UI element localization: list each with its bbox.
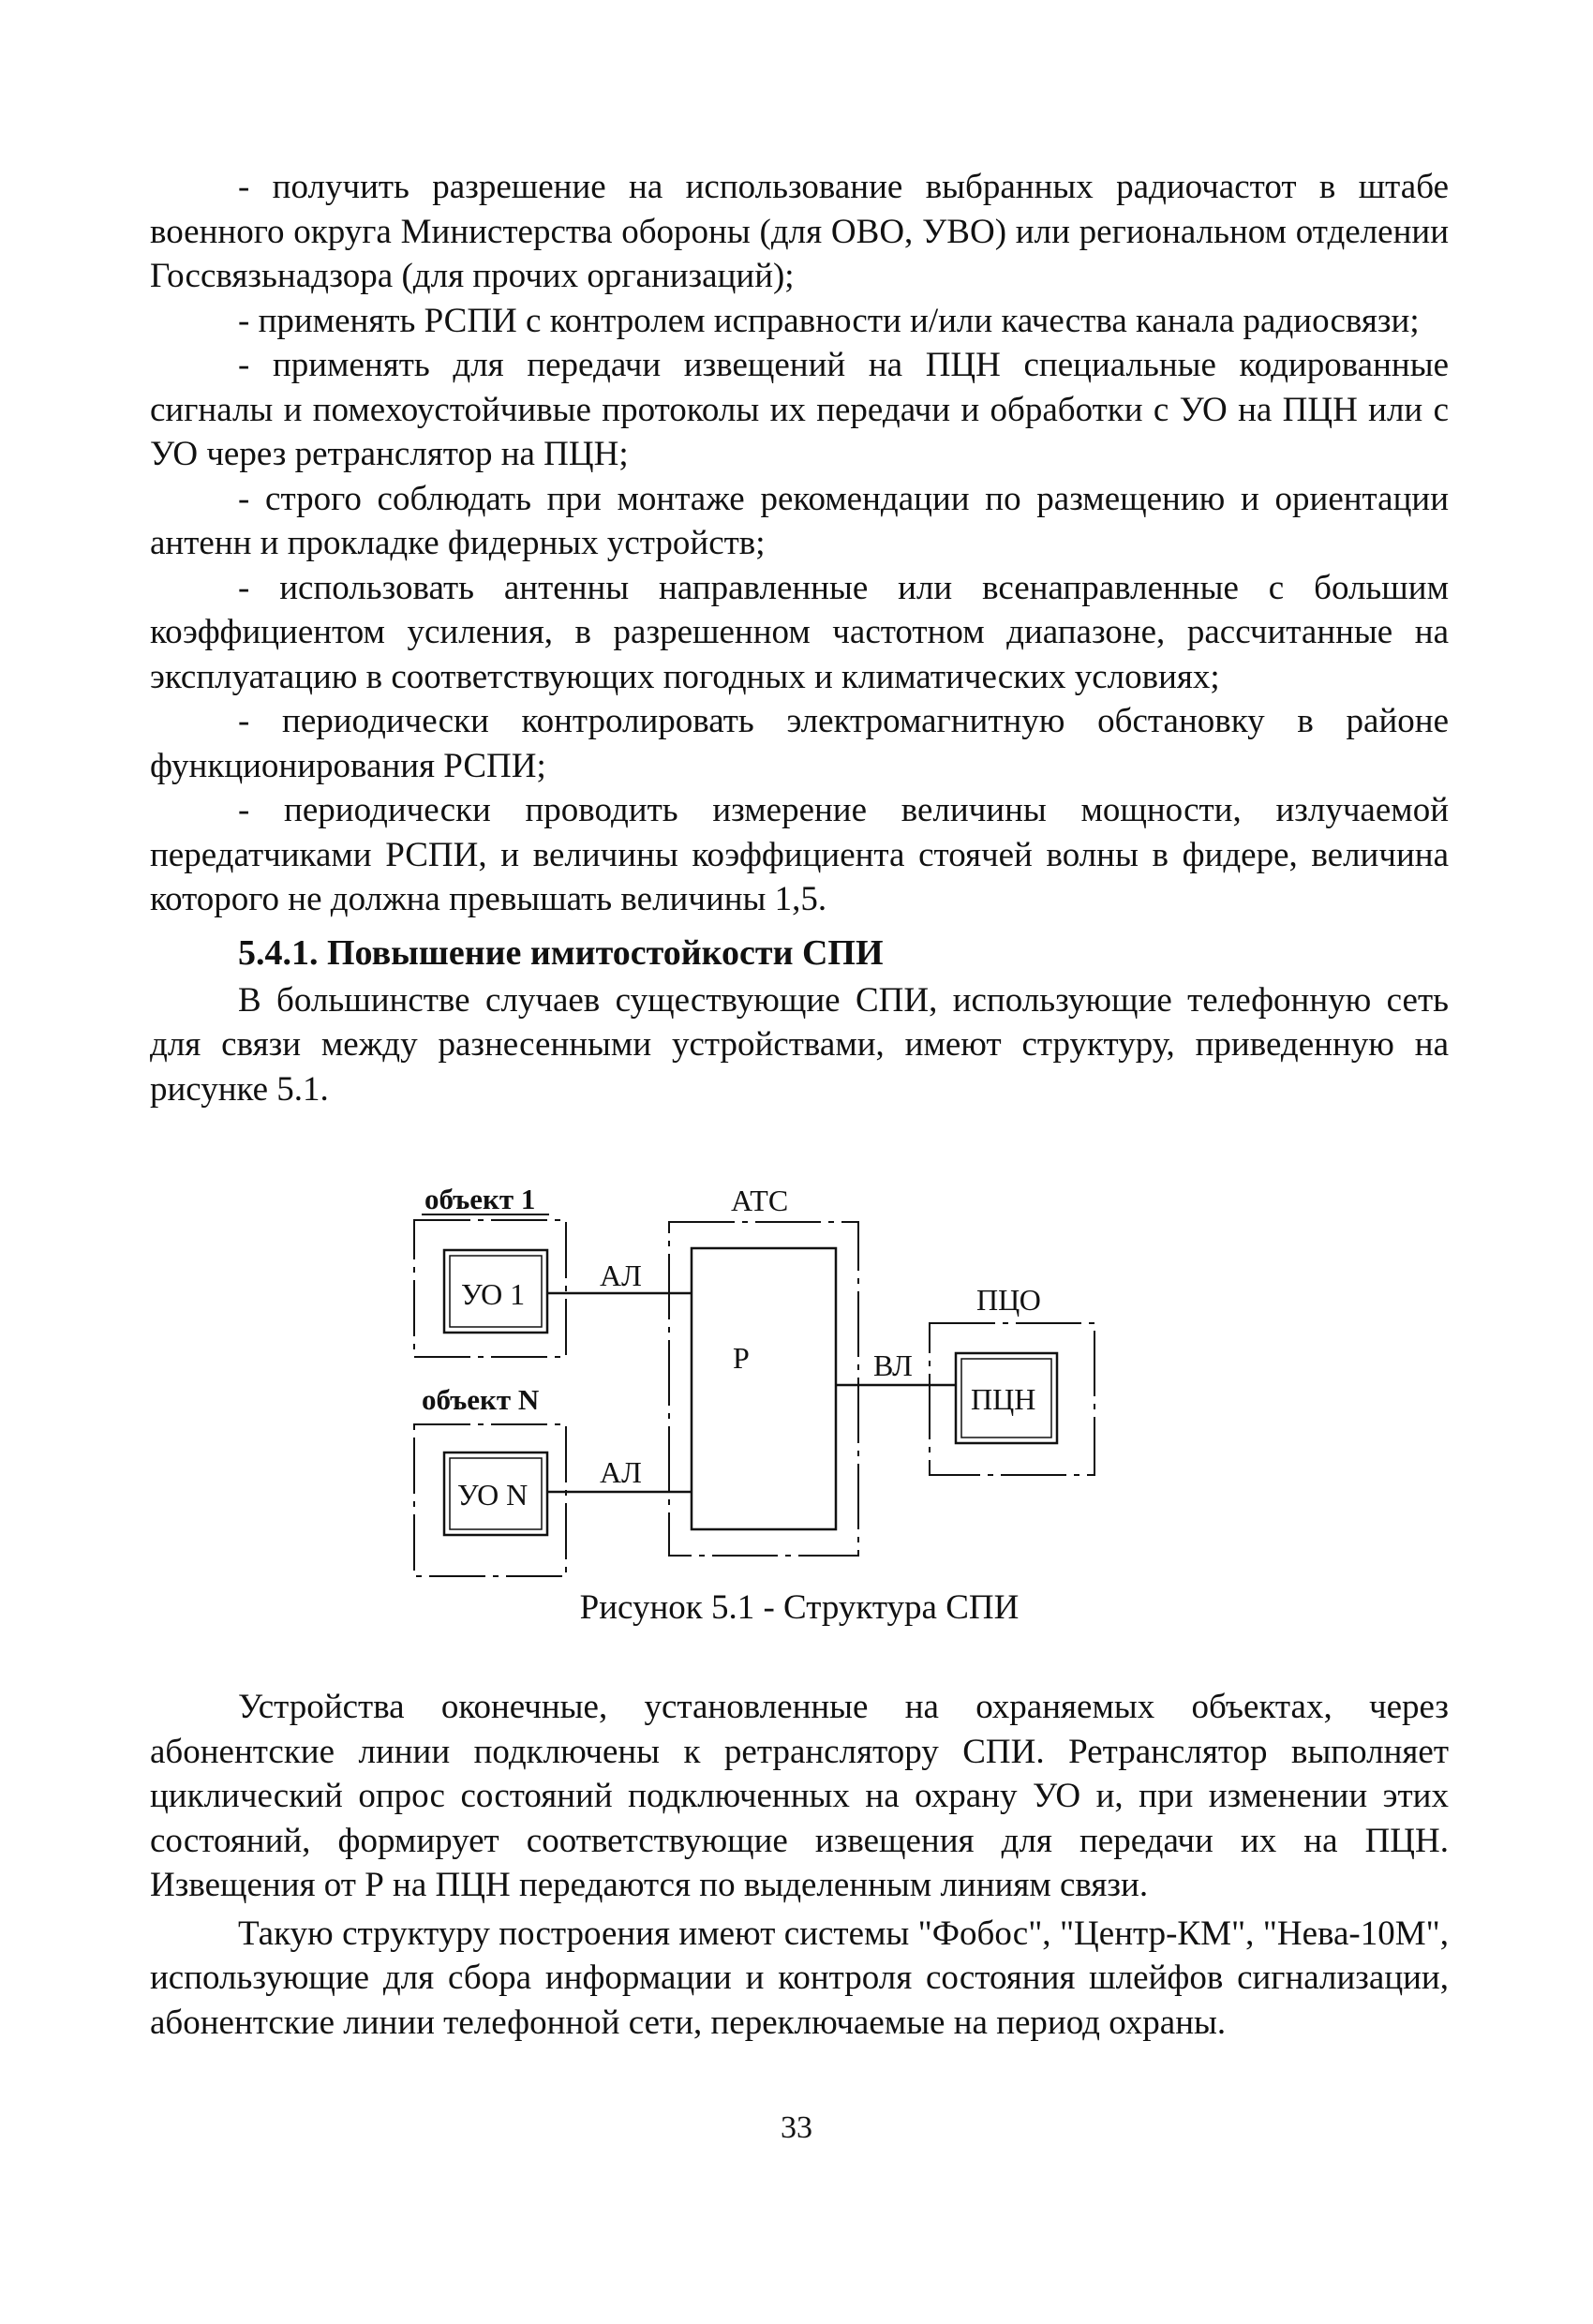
object-1-label: объект 1 — [424, 1183, 536, 1215]
ats-label: АТС — [731, 1184, 789, 1217]
ats-frame — [669, 1222, 858, 1556]
list-item: - периодически контролировать электромагнитную обстановку в районе функционирования РСПИ; — [150, 702, 1449, 785]
list-item: - применять для передачи извещений на ПЦН специальные кодированные сигналы и помехоустойчивые протоколы их передачи и обработки с УО на ПЦН или с УО через ретранслятор на ПЦН; — [150, 346, 1449, 473]
list-item: - использовать антенны направленные или всенаправленные с большим коэффициентом усиления, в разрешенном частотном диапазоне, рассчитанные на эксплуатацию в соответствующих погодных и климатических условиях; — [150, 568, 1449, 696]
bottom-text — [150, 1685, 1449, 2045]
al-label-2: АЛ — [600, 1455, 642, 1489]
vl-label: ВЛ — [873, 1348, 913, 1382]
intro-paragraph: В большинстве случаев существующие СПИ, использующие телефонную сеть для связи между разнесенными устройствами, имеют структуру, приведенную на рисунке 5.1. — [150, 980, 1449, 1109]
r-box — [692, 1248, 836, 1529]
list-item: - строго соблюдать при монтаже рекомендации по размещению и ориентации антенн и прокладке фидерных устройств; — [150, 479, 1449, 562]
pco-label: ПЦО — [976, 1283, 1041, 1317]
al-label-1: АЛ — [600, 1259, 642, 1292]
r-label: Р — [733, 1341, 750, 1375]
uo1-label: УО 1 — [461, 1277, 526, 1311]
figure-caption: Рисунок 5.1 - Структура СПИ — [579, 1588, 1020, 1627]
page-number: 33 — [781, 2110, 812, 2145]
section-heading: 5.4.1. Повышение имитостойкости СПИ — [238, 932, 884, 973]
list-item: - получить разрешение на использование выбранных радиочастот в штабе военного округа Министерства обороны (для ОВО, УВО) или региональном отделении Госсвязьнадзора (для прочих организаций); — [150, 168, 1449, 295]
object-n-label: объект N — [422, 1383, 540, 1416]
body-paragraph: Устройства оконечные, установленные на охраняемых объектах, через абонентские линии подключены к ретранслятору СПИ. Ретранслятор выполняет циклический опрос состояний подключенных на охрану УО и, при изменении этих состояний, формирует соответствующие извещения для передачи их на ПЦН. Извещения от Р на ПЦН передаются по выделенным линиям связи. — [150, 1688, 1449, 1904]
top-text — [150, 165, 1449, 1111]
list-item: - периодически проводить измерение величины мощности, излучаемой передатчиками РСПИ, и величины коэффициента стоячей волны в фидере, величина которого не должна превышать величины 1,5. — [150, 791, 1449, 918]
list-item: - применять РСПИ с контролем исправности и/или качества канала радиосвязи; — [238, 301, 1420, 340]
figure-structure-diagram — [394, 1173, 1106, 1586]
structure-diagram — [394, 1173, 1106, 1586]
uon-label: УО N — [457, 1478, 529, 1512]
body-paragraph: Такую структуру построения имеют системы "Фобос", "Центр-КМ", "Нева-10М", использующие для сбора информации и контроля состояния шлейфов сигнализации, абонентские линии телефонной сети, переключаемые на период охраны. — [150, 1914, 1449, 2042]
pcn-label: ПЦН — [971, 1382, 1036, 1416]
